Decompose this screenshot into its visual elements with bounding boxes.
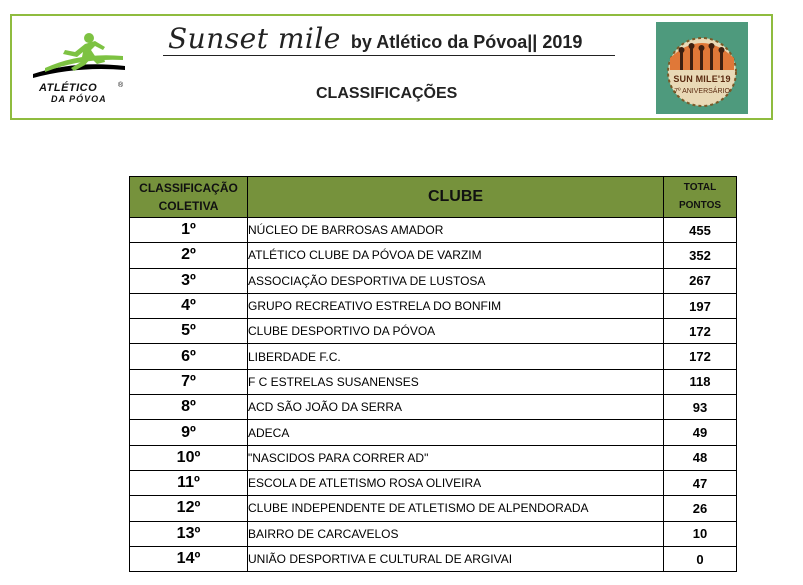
club-cell: UNIÃO DESPORTIVA E CULTURAL DE ARGIVAI — [248, 546, 664, 571]
club-cell: ADECA — [248, 420, 664, 445]
header-rank — [130, 177, 248, 218]
logo-text-line2: DA PÓVOA — [51, 94, 107, 104]
points-cell: 172 — [664, 319, 737, 344]
page-title — [168, 22, 582, 56]
header-club: CLUBE — [248, 177, 664, 218]
title-underline — [163, 55, 615, 56]
points-cell: 10 — [664, 521, 737, 546]
club-cell: LIBERDADE F.C. — [248, 344, 664, 369]
points-cell: 93 — [664, 395, 737, 420]
header-points-line2: PONTOS — [678, 200, 722, 211]
badge-subtitle: 7º ANIVERSÁRIO — [674, 88, 730, 95]
table-row — [130, 344, 737, 369]
rank-cell: 6º — [130, 344, 248, 369]
table-row — [130, 293, 737, 318]
club-cell: ESCOLA DE ATLETISMO ROSA OLIVEIRA — [248, 470, 664, 495]
table-row — [130, 218, 737, 243]
table-row — [130, 268, 737, 293]
header-points — [664, 177, 737, 218]
table-row — [130, 369, 737, 394]
logo-text-line1: ATLÉTICO — [39, 82, 98, 94]
header-points-line1: TOTAL — [683, 182, 717, 193]
rank-cell: 7º — [130, 369, 248, 394]
rank-cell: 3º — [130, 268, 248, 293]
title-by: by Atlético da Póvoa|| 2019 — [350, 32, 583, 52]
club-cell: "NASCIDOS PARA CORRER AD" — [248, 445, 664, 470]
badge-icon — [656, 22, 748, 114]
club-cell: ASSOCIAÇÃO DESPORTIVA DE LUSTOSA — [248, 268, 664, 293]
table-header-row — [130, 177, 737, 218]
header-rank-line1: CLASSIFICAÇÃO — [139, 181, 238, 195]
points-cell: 48 — [664, 445, 737, 470]
points-cell: 0 — [664, 546, 737, 571]
club-cell: F C ESTRELAS SUSANENSES — [248, 369, 664, 394]
table-row — [130, 496, 737, 521]
rank-cell: 10º — [130, 445, 248, 470]
club-cell: CLUBE INDEPENDENTE DE ATLETISMO DE ALPENDORADA — [248, 496, 664, 521]
points-cell: 352 — [664, 243, 737, 268]
points-cell: 26 — [664, 496, 737, 521]
club-cell: CLUBE DESPORTIVO DA PÓVOA — [248, 319, 664, 344]
rank-cell: 12º — [130, 496, 248, 521]
rank-cell: 14º — [130, 546, 248, 571]
rank-cell: 1º — [130, 218, 248, 243]
table-row — [130, 243, 737, 268]
table-row — [130, 445, 737, 470]
club-cell: NÚCLEO DE BARROSAS AMADOR — [248, 218, 664, 243]
points-cell: 49 — [664, 420, 737, 445]
runner-icon — [25, 30, 130, 86]
points-cell: 118 — [664, 369, 737, 394]
club-cell: ACD SÃO JOÃO DA SERRA — [248, 395, 664, 420]
points-cell: 172 — [664, 344, 737, 369]
points-cell: 197 — [664, 293, 737, 318]
table-row — [130, 546, 737, 571]
club-cell: ATLÉTICO CLUBE DA PÓVOA DE VARZIM — [248, 243, 664, 268]
rank-cell: 13º — [130, 521, 248, 546]
rank-cell: 8º — [130, 395, 248, 420]
title-script: Sunset mile — [168, 22, 341, 55]
table-row — [130, 319, 737, 344]
header-rank-line2: COLETIVA — [158, 199, 219, 213]
atletico-logo — [25, 30, 130, 104]
points-cell: 455 — [664, 218, 737, 243]
rank-cell: 5º — [130, 319, 248, 344]
table-row — [130, 521, 737, 546]
rank-cell: 9º — [130, 420, 248, 445]
sunset-mile-badge — [656, 22, 748, 114]
club-cell: GRUPO RECREATIVO ESTRELA DO BONFIM — [248, 293, 664, 318]
table-row — [130, 395, 737, 420]
club-cell: BAIRRO DE CARCAVELOS — [248, 521, 664, 546]
rank-cell: 4º — [130, 293, 248, 318]
page-subtitle: CLASSIFICAÇÕES — [316, 85, 458, 102]
table-row — [130, 470, 737, 495]
table-row — [130, 420, 737, 445]
points-cell: 267 — [664, 268, 737, 293]
rank-cell: 2º — [130, 243, 248, 268]
registered-mark: ® — [118, 82, 124, 89]
points-cell: 47 — [664, 470, 737, 495]
rank-cell: 11º — [130, 470, 248, 495]
badge-title: SUN MILE'19 — [673, 74, 731, 84]
ranking-table — [129, 176, 737, 572]
